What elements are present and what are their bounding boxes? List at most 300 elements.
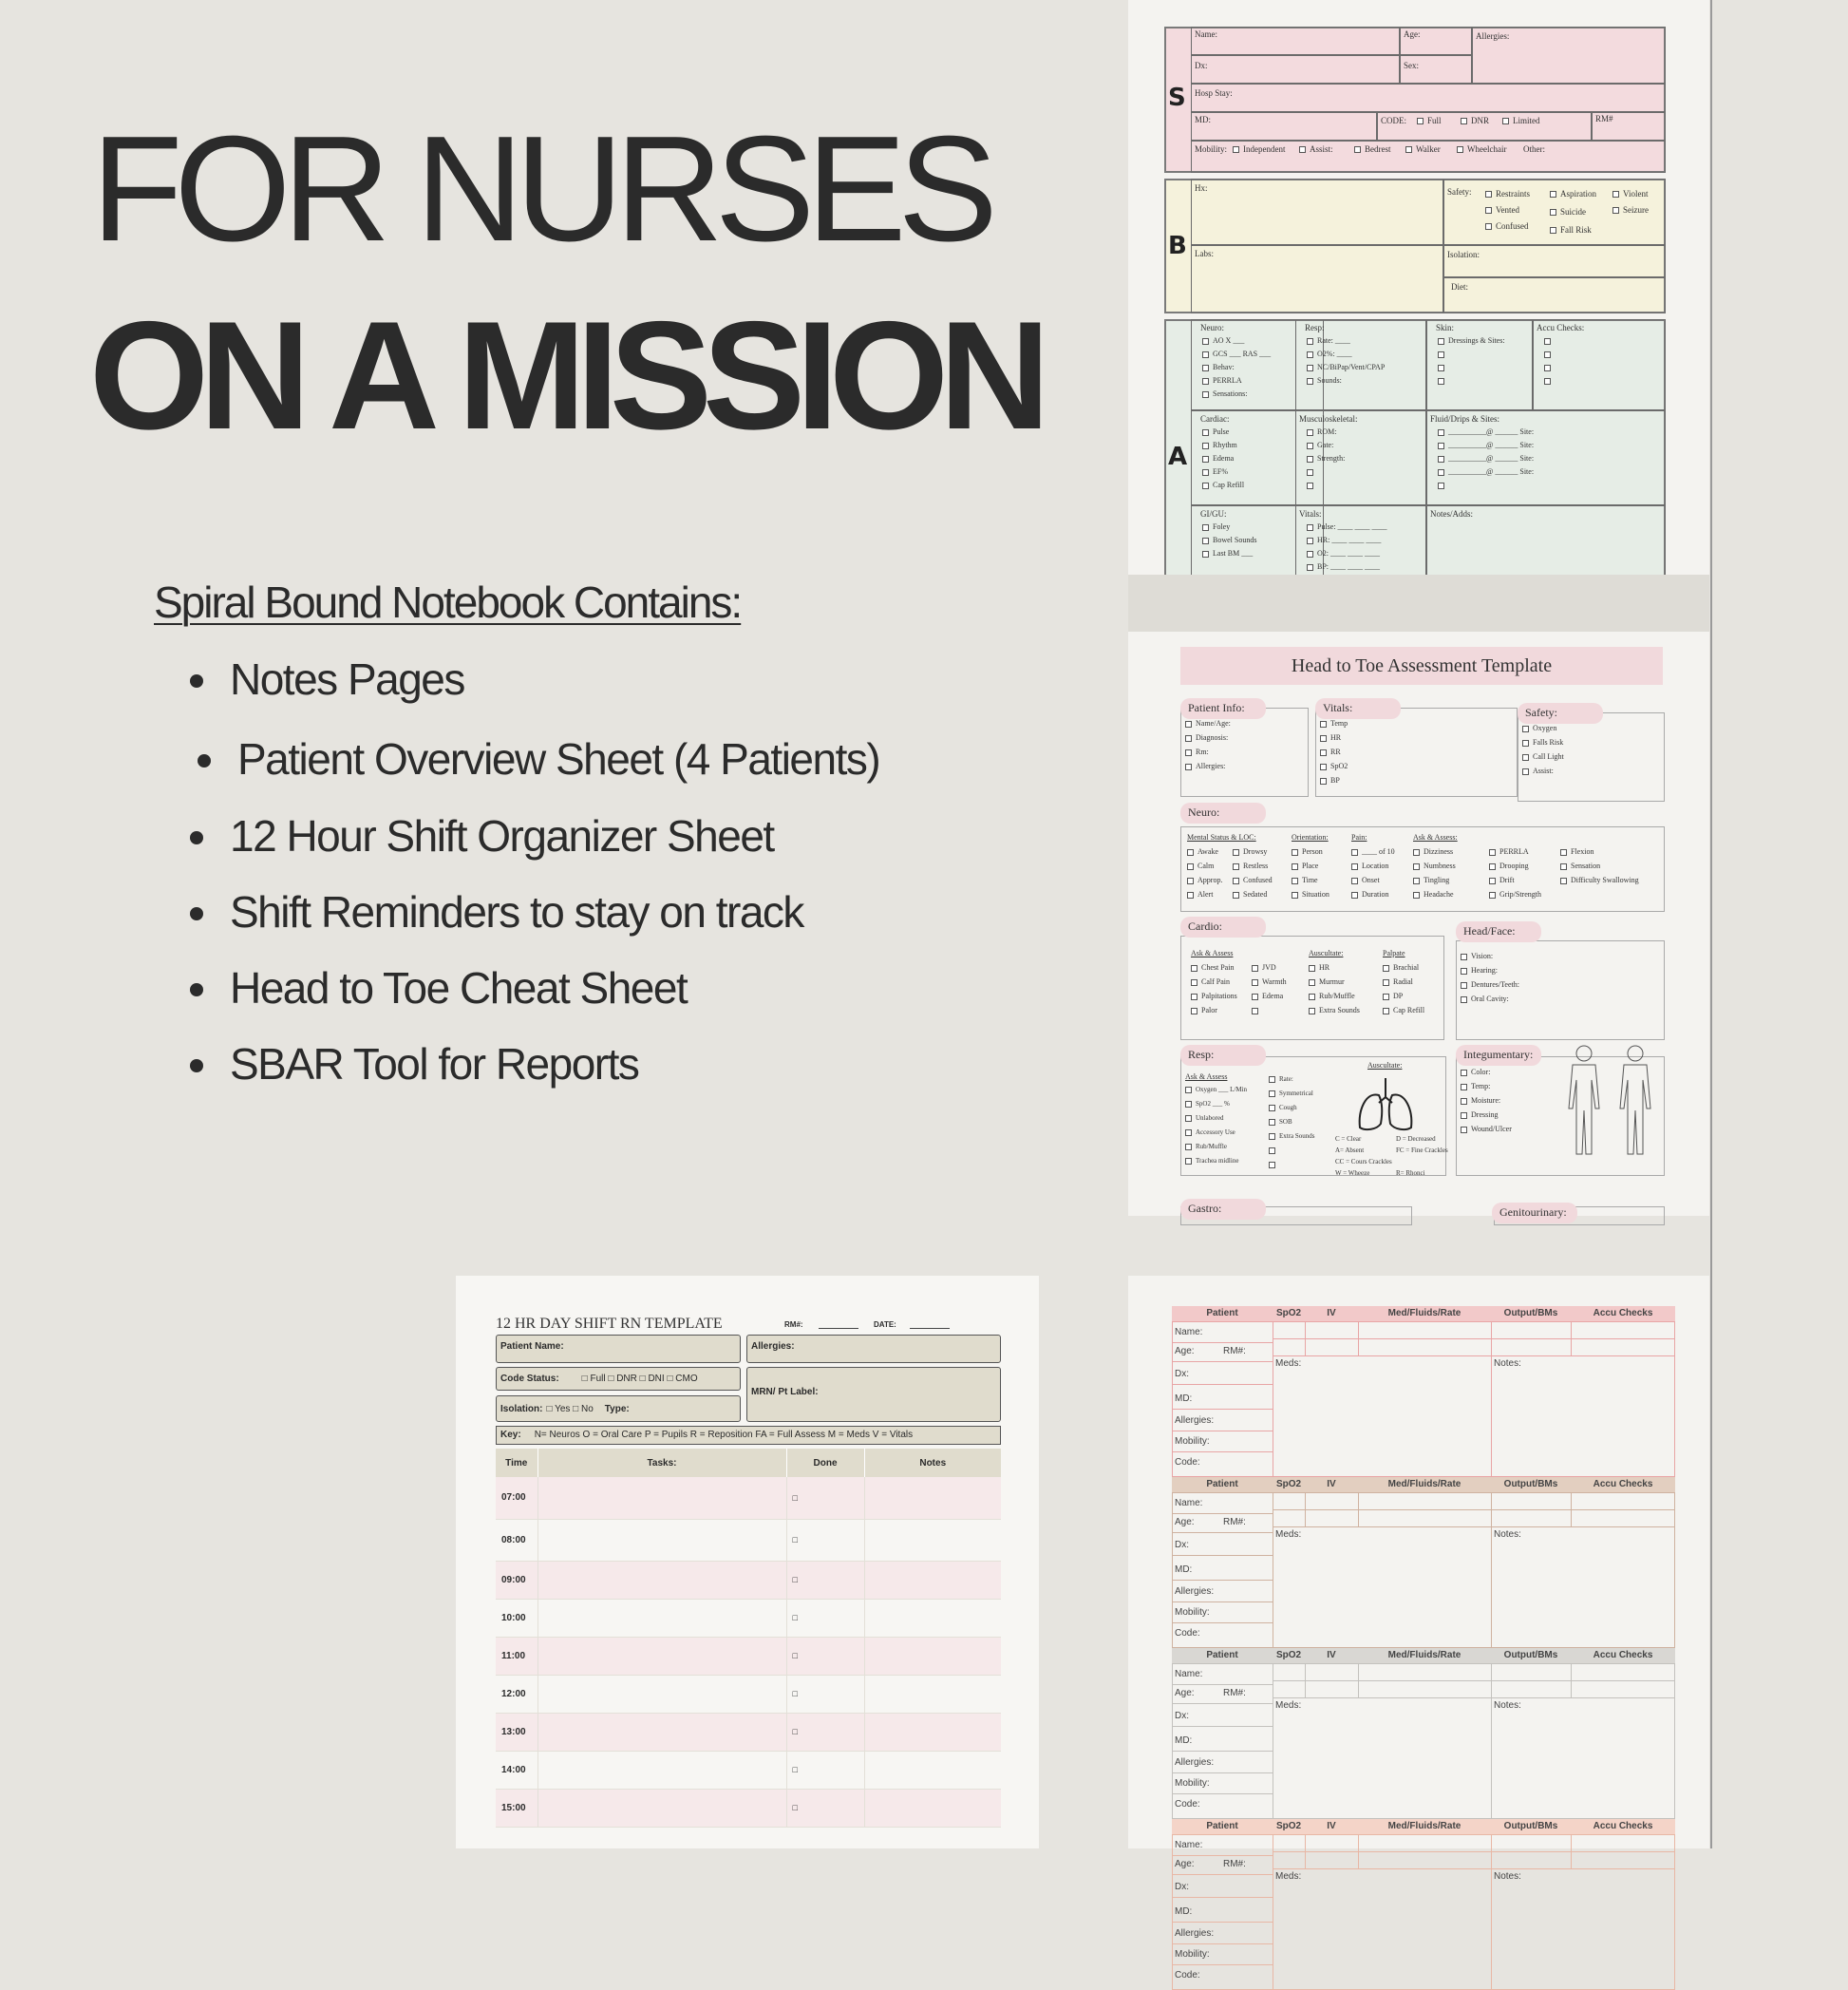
grid-line [1172, 1409, 1273, 1410]
htt-item: DP [1383, 992, 1403, 1000]
grid-line [1172, 1793, 1273, 1794]
sbar-a-title: Musculoskeletal: [1299, 414, 1358, 424]
patient-field-label: Allergies: [1175, 1586, 1215, 1597]
sbar-field: Labs: [1195, 249, 1214, 258]
htt-item: BP [1320, 776, 1340, 785]
grid-line [1172, 1751, 1273, 1752]
patient-column-header: Patient [1206, 1650, 1238, 1660]
sbar-a-item [1544, 350, 1555, 358]
list-item: Shift Reminders to stay on track [190, 886, 803, 938]
table-row [496, 1713, 1001, 1751]
htt-item: Difficulty Swallowing [1560, 876, 1639, 884]
htt-item: Moisture: [1461, 1096, 1500, 1105]
shift-organizer-sheet-preview [456, 1276, 1039, 1848]
htt-item: HR [1320, 733, 1341, 742]
done-checkbox[interactable]: □ [786, 1637, 864, 1675]
patient-overview-sheet-preview [1128, 1276, 1709, 1981]
patient-column-header: Accu Checks [1593, 1308, 1653, 1318]
patient-field-label: Mobility: [1175, 1436, 1210, 1447]
htt-item: Murmur [1309, 977, 1345, 986]
sbar-a-item: BP: ____ ____ ____ [1307, 562, 1380, 571]
right-edge-line [1710, 0, 1712, 1848]
sbar-a-item [1438, 363, 1448, 371]
patient-column-header: Accu Checks [1593, 1821, 1653, 1831]
htt-legend-item: C = Clear [1335, 1135, 1362, 1143]
patient-field-label: Name: [1175, 1498, 1203, 1508]
htt-section-tab: Patient Info: [1180, 698, 1266, 719]
htt-item: Flexion [1560, 847, 1593, 856]
table-row [496, 1789, 1001, 1827]
done-checkbox[interactable]: □ [786, 1675, 864, 1713]
sbar-a-item: Foley [1202, 522, 1230, 531]
sbar-a-item: NC/BiPap/Vent/CPAP [1307, 363, 1385, 371]
htt-item: PERRLA [1489, 847, 1529, 856]
done-checkbox[interactable]: □ [786, 1713, 864, 1751]
htt-item: Place [1292, 862, 1318, 870]
patient-column-header: Patient [1206, 1821, 1238, 1831]
sbar-a-item: PERRLA [1202, 376, 1242, 385]
htt-item: SpO2 ___ % [1185, 1100, 1230, 1108]
notes-cell[interactable] [864, 1751, 1001, 1789]
htt-item: Extra Sounds [1309, 1006, 1360, 1014]
htt-item: HR [1309, 963, 1329, 972]
grid-line [1273, 1355, 1675, 1356]
grid-line [1172, 1964, 1273, 1965]
grid-line [1172, 1451, 1273, 1452]
patient-field-label: RM#: [1223, 1346, 1246, 1356]
patient-field-label: Allergies: [1175, 1415, 1215, 1426]
column-header: Done [786, 1449, 864, 1477]
code-status-field: Code Status: □ Full □ DNR □ DNI □ CMO [496, 1367, 741, 1391]
patient-field-label: Age: [1175, 1688, 1195, 1698]
sbar-field: Wheelchair [1457, 144, 1506, 154]
htt-section-tab: Vitals: [1315, 698, 1401, 719]
htt-item: Dressing [1461, 1110, 1498, 1119]
htt-col-head: Auscultate: [1367, 1061, 1403, 1070]
patient-field-label: Dx: [1175, 1369, 1189, 1379]
done-checkbox[interactable]: □ [786, 1599, 864, 1637]
sbar-field: Sex: [1404, 61, 1420, 70]
htt-item: Duration [1351, 890, 1388, 899]
htt-item: Symmetrical [1269, 1090, 1313, 1097]
sbar-field: Assist: [1299, 144, 1333, 154]
patient-column-header: Med/Fluids/Rate [1387, 1308, 1461, 1318]
notes-cell[interactable] [864, 1519, 1001, 1561]
patient-field-label: RM#: [1223, 1688, 1246, 1698]
done-checkbox[interactable]: □ [786, 1519, 864, 1561]
sbar-a-item: AO X ___ [1202, 336, 1244, 345]
htt-legend-item: R= Rhonci [1396, 1169, 1425, 1177]
notes-cell[interactable] [864, 1599, 1001, 1637]
patient-column-header: Output/BMs [1503, 1821, 1558, 1831]
htt-item: Grip/Strength [1489, 890, 1541, 899]
htt-item: Edema [1252, 992, 1283, 1000]
htt-legend-item: CC = Cours Crackles [1335, 1158, 1392, 1166]
sbar-field: Other: [1523, 144, 1545, 154]
task-cell[interactable] [537, 1713, 786, 1751]
sbar-a-item: Edema [1202, 454, 1234, 463]
htt-section-tab: Head/Face: [1456, 921, 1541, 942]
sbar-a-item: Bowel Sounds [1202, 536, 1256, 544]
sbar-a-item: GCS ___ RAS ___ [1202, 350, 1271, 358]
time-cell: 15:00 [496, 1789, 537, 1827]
sbar-a-item: Rhythm [1202, 441, 1237, 449]
grid-line [1172, 1532, 1273, 1533]
table-header-row [496, 1449, 1001, 1477]
shift-task-table [496, 1449, 1001, 1828]
sbar-a-item: __________@ ______ Site: [1438, 454, 1534, 463]
htt-col-head: Palpate [1383, 949, 1405, 957]
sbar-letter-a: A [1168, 443, 1188, 471]
htt-item: RR [1320, 748, 1341, 756]
sbar-field: MD: [1195, 115, 1212, 124]
task-cell[interactable] [537, 1751, 786, 1789]
patient-field-label: Name: [1175, 1669, 1203, 1679]
notes-label: Notes: [1494, 1529, 1521, 1540]
patient-field-label: Age: [1175, 1346, 1195, 1356]
htt-col-head: Mental Status & LOC: [1187, 833, 1256, 842]
sbar-a-item: Pulse: ____ ____ ____ [1307, 522, 1387, 531]
sbar-field: Vented [1485, 205, 1519, 215]
sbar-field: Bedrest [1354, 144, 1391, 154]
shift-date-label: DATE: [874, 1320, 896, 1329]
htt-item: Chest Pain [1191, 963, 1234, 972]
patient-column-header: Med/Fluids/Rate [1387, 1650, 1461, 1660]
htt-section-tab: Safety: [1518, 703, 1603, 724]
task-cell[interactable] [537, 1789, 786, 1827]
patient-field-label: Dx: [1175, 1540, 1189, 1550]
patient-column-header: Output/BMs [1503, 1308, 1558, 1318]
sbar-a-title: Notes/Adds: [1430, 509, 1473, 519]
notes-cell[interactable] [864, 1561, 1001, 1599]
htt-section-tab: Cardio: [1180, 917, 1266, 938]
sbar-a-title: Neuro: [1200, 323, 1224, 332]
patient-column-header: Med/Fluids/Rate [1387, 1821, 1461, 1831]
htt-item: Onset [1351, 876, 1380, 884]
time-cell: 07:00 [496, 1477, 537, 1519]
sbar-field: Fall Risk [1550, 225, 1592, 235]
sbar-field: Violent [1612, 189, 1648, 199]
htt-item: Name/Age: [1185, 719, 1231, 728]
patient-block [1172, 1492, 1675, 1648]
sbar-sheet-preview [1128, 0, 1709, 575]
sbar-a-item: HR: ____ ____ ____ [1307, 536, 1381, 544]
meds-label: Meds: [1275, 1358, 1302, 1369]
sbar-a-item: O2%: ____ [1307, 350, 1352, 358]
time-cell: 13:00 [496, 1713, 537, 1751]
contains-title: Spiral Bound Notebook Contains: [154, 578, 742, 627]
htt-item: Brachial [1383, 963, 1419, 972]
htt-section-tab: Neuro: [1180, 803, 1266, 824]
htt-item: Drift [1489, 876, 1515, 884]
list-item: SBAR Tool for Reports [190, 1038, 638, 1090]
done-checkbox[interactable]: □ [786, 1751, 864, 1789]
table-row [496, 1519, 1001, 1561]
htt-legend-item: FC = Fine Crackles [1396, 1147, 1448, 1154]
notes-cell[interactable] [864, 1789, 1001, 1827]
head-to-toe-sheet-preview [1128, 632, 1709, 1219]
grid-line [1273, 1851, 1675, 1852]
patient-field-label: Code: [1175, 1970, 1200, 1981]
grid-line [1172, 1361, 1273, 1362]
htt-item: Accessory Use [1185, 1128, 1235, 1136]
sbar-a-item: Strength: [1307, 454, 1345, 463]
patient-field-label: MD: [1175, 1564, 1193, 1575]
htt-item: SOB [1269, 1118, 1292, 1126]
grid-line [1172, 1726, 1273, 1727]
htt-legend-item: D = Decreased [1396, 1135, 1436, 1143]
notes-cell[interactable] [864, 1637, 1001, 1675]
sbar-field: Seizure [1612, 205, 1649, 215]
table-row [496, 1599, 1001, 1637]
key-legend: Key: N= Neuros O = Oral Care P = Pupils R = Reposition FA = Full Assess M = Meds V = Vitals [496, 1426, 1001, 1445]
mrn-field: MRN/ Pt Label: [746, 1367, 1001, 1422]
htt-col-head: Orientation: [1292, 833, 1329, 842]
grid-line [1491, 1834, 1492, 1990]
grid-line [1273, 1680, 1675, 1681]
htt-item: Rub/Muffle [1309, 992, 1355, 1000]
sbar-a-title: Cardiac: [1200, 414, 1230, 424]
patient-field-label: MD: [1175, 1906, 1193, 1917]
patient-column-header: Med/Fluids/Rate [1387, 1479, 1461, 1489]
sbar-field: Restraints [1485, 189, 1530, 199]
task-cell[interactable] [537, 1675, 786, 1713]
done-checkbox[interactable]: □ [786, 1789, 864, 1827]
htt-item: Diagnosis: [1185, 733, 1228, 742]
patient-column-header: Accu Checks [1593, 1479, 1653, 1489]
sbar-field: Isolation: [1447, 250, 1480, 259]
htt-item [1252, 1006, 1262, 1014]
patient-field-label: Allergies: [1175, 1757, 1215, 1768]
patient-block [1172, 1663, 1675, 1819]
htt-item: Assist: [1522, 767, 1554, 775]
htt-item: Dentures/Teeth: [1461, 980, 1519, 989]
htt-item: Allergies: [1185, 762, 1225, 770]
htt-item: Drooping [1489, 862, 1529, 870]
htt-item: Confused [1233, 876, 1273, 884]
table-row [496, 1561, 1001, 1599]
sbar-a-item [1544, 376, 1555, 385]
time-cell: 10:00 [496, 1599, 537, 1637]
column-header: Tasks: [537, 1449, 786, 1477]
column-header: Time [496, 1449, 537, 1477]
htt-item: Cap Refill [1383, 1006, 1424, 1014]
task-cell[interactable] [537, 1599, 786, 1637]
patient-field-label: Mobility: [1175, 1949, 1210, 1960]
htt-section-tab: Integumentary: [1456, 1045, 1541, 1066]
sbar-a-item [1438, 350, 1448, 358]
sbar-a-title: Skin: [1436, 323, 1455, 332]
htt-item: Falls Risk [1522, 738, 1563, 747]
sbar-a-item: Behav: [1202, 363, 1235, 371]
htt-item: Calf Pain [1191, 977, 1230, 986]
grid-line [1172, 1384, 1273, 1385]
sbar-a-title: Fluid/Drips & Sites: [1430, 414, 1500, 424]
patient-field-label: Mobility: [1175, 1607, 1210, 1618]
sbar-a-item: __________@ ______ Site: [1438, 427, 1534, 436]
htt-item: Calm [1187, 862, 1214, 870]
task-cell[interactable] [537, 1477, 786, 1519]
sbar-a-item [1438, 376, 1448, 385]
htt-item: Time [1292, 876, 1318, 884]
notes-cell[interactable] [864, 1713, 1001, 1751]
sbar-a-item: Last BM ___ [1202, 549, 1253, 558]
patient-field-label: Code: [1175, 1799, 1200, 1810]
htt-item: Rate: [1269, 1075, 1293, 1083]
patient-field-label: Mobility: [1175, 1778, 1210, 1789]
patient-field-label: Name: [1175, 1327, 1203, 1337]
lungs-icon [1352, 1074, 1419, 1135]
grid-line [1172, 1601, 1273, 1602]
grid-line [1172, 1772, 1273, 1773]
sbar-a-title: Accu Checks: [1537, 323, 1585, 332]
grid-line [1172, 1874, 1273, 1875]
image-gap [1128, 575, 1709, 632]
grid-line [1172, 1943, 1273, 1944]
time-cell: 09:00 [496, 1561, 537, 1599]
column-header: Notes [919, 1457, 947, 1469]
patient-column-header: Accu Checks [1593, 1650, 1653, 1660]
done-checkbox[interactable]: □ [786, 1477, 864, 1519]
patient-field-label: Age: [1175, 1859, 1195, 1869]
task-cell[interactable] [537, 1561, 786, 1599]
patient-field-label: RM#: [1223, 1517, 1246, 1527]
list-item: Head to Toe Cheat Sheet [190, 962, 687, 1014]
sbar-field: Limited [1502, 116, 1540, 125]
htt-item: Palor [1191, 1006, 1217, 1014]
sbar-a-item: __________@ ______ Site: [1438, 467, 1534, 476]
htt-item: Alert [1187, 890, 1213, 899]
sbar-a-item: Pulse [1202, 427, 1229, 436]
time-cell: 11:00 [496, 1637, 537, 1675]
sbar-a-item: Sensations: [1202, 389, 1247, 398]
patient-field-label: Code: [1175, 1628, 1200, 1639]
grid-line [1172, 1513, 1273, 1514]
grid-line [1172, 1580, 1273, 1581]
patient-field-label: MD: [1175, 1735, 1193, 1746]
sbar-a-item [1307, 481, 1317, 489]
patient-column-header: SpO2 [1275, 1650, 1302, 1660]
htt-col-head: Ask & Assess: [1413, 833, 1458, 842]
sbar-field: Walker [1405, 144, 1441, 154]
htt-item: Temp [1320, 719, 1348, 728]
grid-line [1491, 1492, 1492, 1648]
sbar-field: Suicide [1550, 207, 1586, 217]
sbar-a-item: Dressings & Sites: [1438, 336, 1505, 345]
grid-line [1172, 1555, 1273, 1556]
htt-section-tab: Gastro: [1180, 1199, 1266, 1220]
htt-col-head: Ask & Assess [1191, 949, 1234, 957]
sbar-field: Mobility: [1195, 144, 1228, 154]
list-item: 12 Hour Shift Organizer Sheet [190, 810, 774, 862]
notes-cell[interactable] [864, 1477, 1001, 1519]
meds-label: Meds: [1275, 1700, 1302, 1711]
htt-item: Situation [1292, 890, 1329, 899]
list-item: Patient Overview Sheet (4 Patients) [198, 733, 879, 785]
patient-column-header: IV [1327, 1479, 1336, 1489]
sbar-field: Independent [1233, 144, 1285, 154]
task-cell[interactable] [537, 1637, 786, 1675]
done-checkbox[interactable]: □ [786, 1561, 864, 1599]
htt-item: Cough [1269, 1104, 1297, 1111]
sbar-a-item: Cap Refill [1202, 481, 1244, 489]
allergies-field: Allergies: [746, 1335, 1001, 1363]
headline-line1: FOR NURSES [91, 105, 990, 273]
task-cell[interactable] [537, 1519, 786, 1561]
sbar-field: Confused [1485, 221, 1529, 231]
htt-item: Temp: [1461, 1082, 1490, 1090]
htt-item: Palpitations [1191, 992, 1237, 1000]
sbar-cell [1191, 179, 1443, 245]
sbar-cell [1443, 277, 1666, 313]
patient-field-label: Dx: [1175, 1882, 1189, 1892]
patient-block [1172, 1834, 1675, 1990]
htt-item: Location [1351, 862, 1388, 870]
table-row [496, 1637, 1001, 1675]
htt-item: ____ of 10 [1351, 847, 1395, 856]
htt-item: Warmth [1252, 977, 1287, 986]
grid-line [1491, 1663, 1492, 1819]
htt-item: Drowsy [1233, 847, 1267, 856]
body-outline-icon [1557, 1042, 1662, 1158]
patient-name-field: Patient Name: [496, 1335, 741, 1363]
sbar-a-title: Vitals: [1299, 509, 1322, 519]
htt-item: SpO2 [1320, 762, 1348, 770]
htt-item: Extra Sounds [1269, 1132, 1315, 1140]
grid-line [1273, 1868, 1675, 1869]
htt-item [1269, 1147, 1279, 1154]
htt-item: Rm: [1185, 748, 1209, 756]
patient-field-label: Dx: [1175, 1711, 1189, 1721]
htt-item: Wound/Ulcer [1461, 1125, 1512, 1133]
htt-item: Restless [1233, 862, 1268, 870]
htt-item: Trachea midline [1185, 1157, 1238, 1165]
sbar-field: Age: [1404, 29, 1421, 39]
htt-item: Color: [1461, 1068, 1490, 1076]
htt-item: Awake [1187, 847, 1218, 856]
time-cell: 14:00 [496, 1751, 537, 1789]
htt-item: Call Light [1522, 752, 1564, 761]
sbar-letter-b: B [1168, 232, 1187, 260]
htt-legend-item: W = Wheeze [1335, 1169, 1370, 1177]
htt-item: Oxygen [1522, 724, 1556, 732]
sbar-cell [1191, 84, 1666, 112]
patient-field-label: Code: [1175, 1457, 1200, 1468]
grid-line [1172, 1897, 1273, 1898]
list-item: Notes Pages [190, 654, 464, 705]
grid-line [1172, 1922, 1273, 1923]
htt-item: Sedated [1233, 890, 1267, 899]
sbar-field: CODE: [1381, 116, 1406, 125]
sbar-field: Full [1417, 116, 1442, 125]
patient-column-header: Output/BMs [1503, 1650, 1558, 1660]
htt-item: Approp. [1187, 876, 1222, 884]
grid-line [1273, 1697, 1675, 1698]
notes-cell[interactable] [864, 1675, 1001, 1713]
patient-column-header: Patient [1206, 1479, 1238, 1489]
sbar-a-item [1544, 336, 1555, 345]
sbar-a-item: Gate: [1307, 441, 1333, 449]
sbar-field: Aspiration [1550, 189, 1596, 199]
sbar-field: Allergies: [1476, 31, 1510, 41]
sbar-field: Hx: [1195, 183, 1208, 193]
sbar-a-item: O2: ____ ____ ____ [1307, 549, 1380, 558]
htt-section-tab: Resp: [1180, 1045, 1266, 1066]
grid-line [1172, 1342, 1273, 1343]
htt-title: Head to Toe Assessment Template [1180, 647, 1663, 685]
sbar-a-item: ROM: [1307, 427, 1336, 436]
sbar-a-item [1544, 363, 1555, 371]
